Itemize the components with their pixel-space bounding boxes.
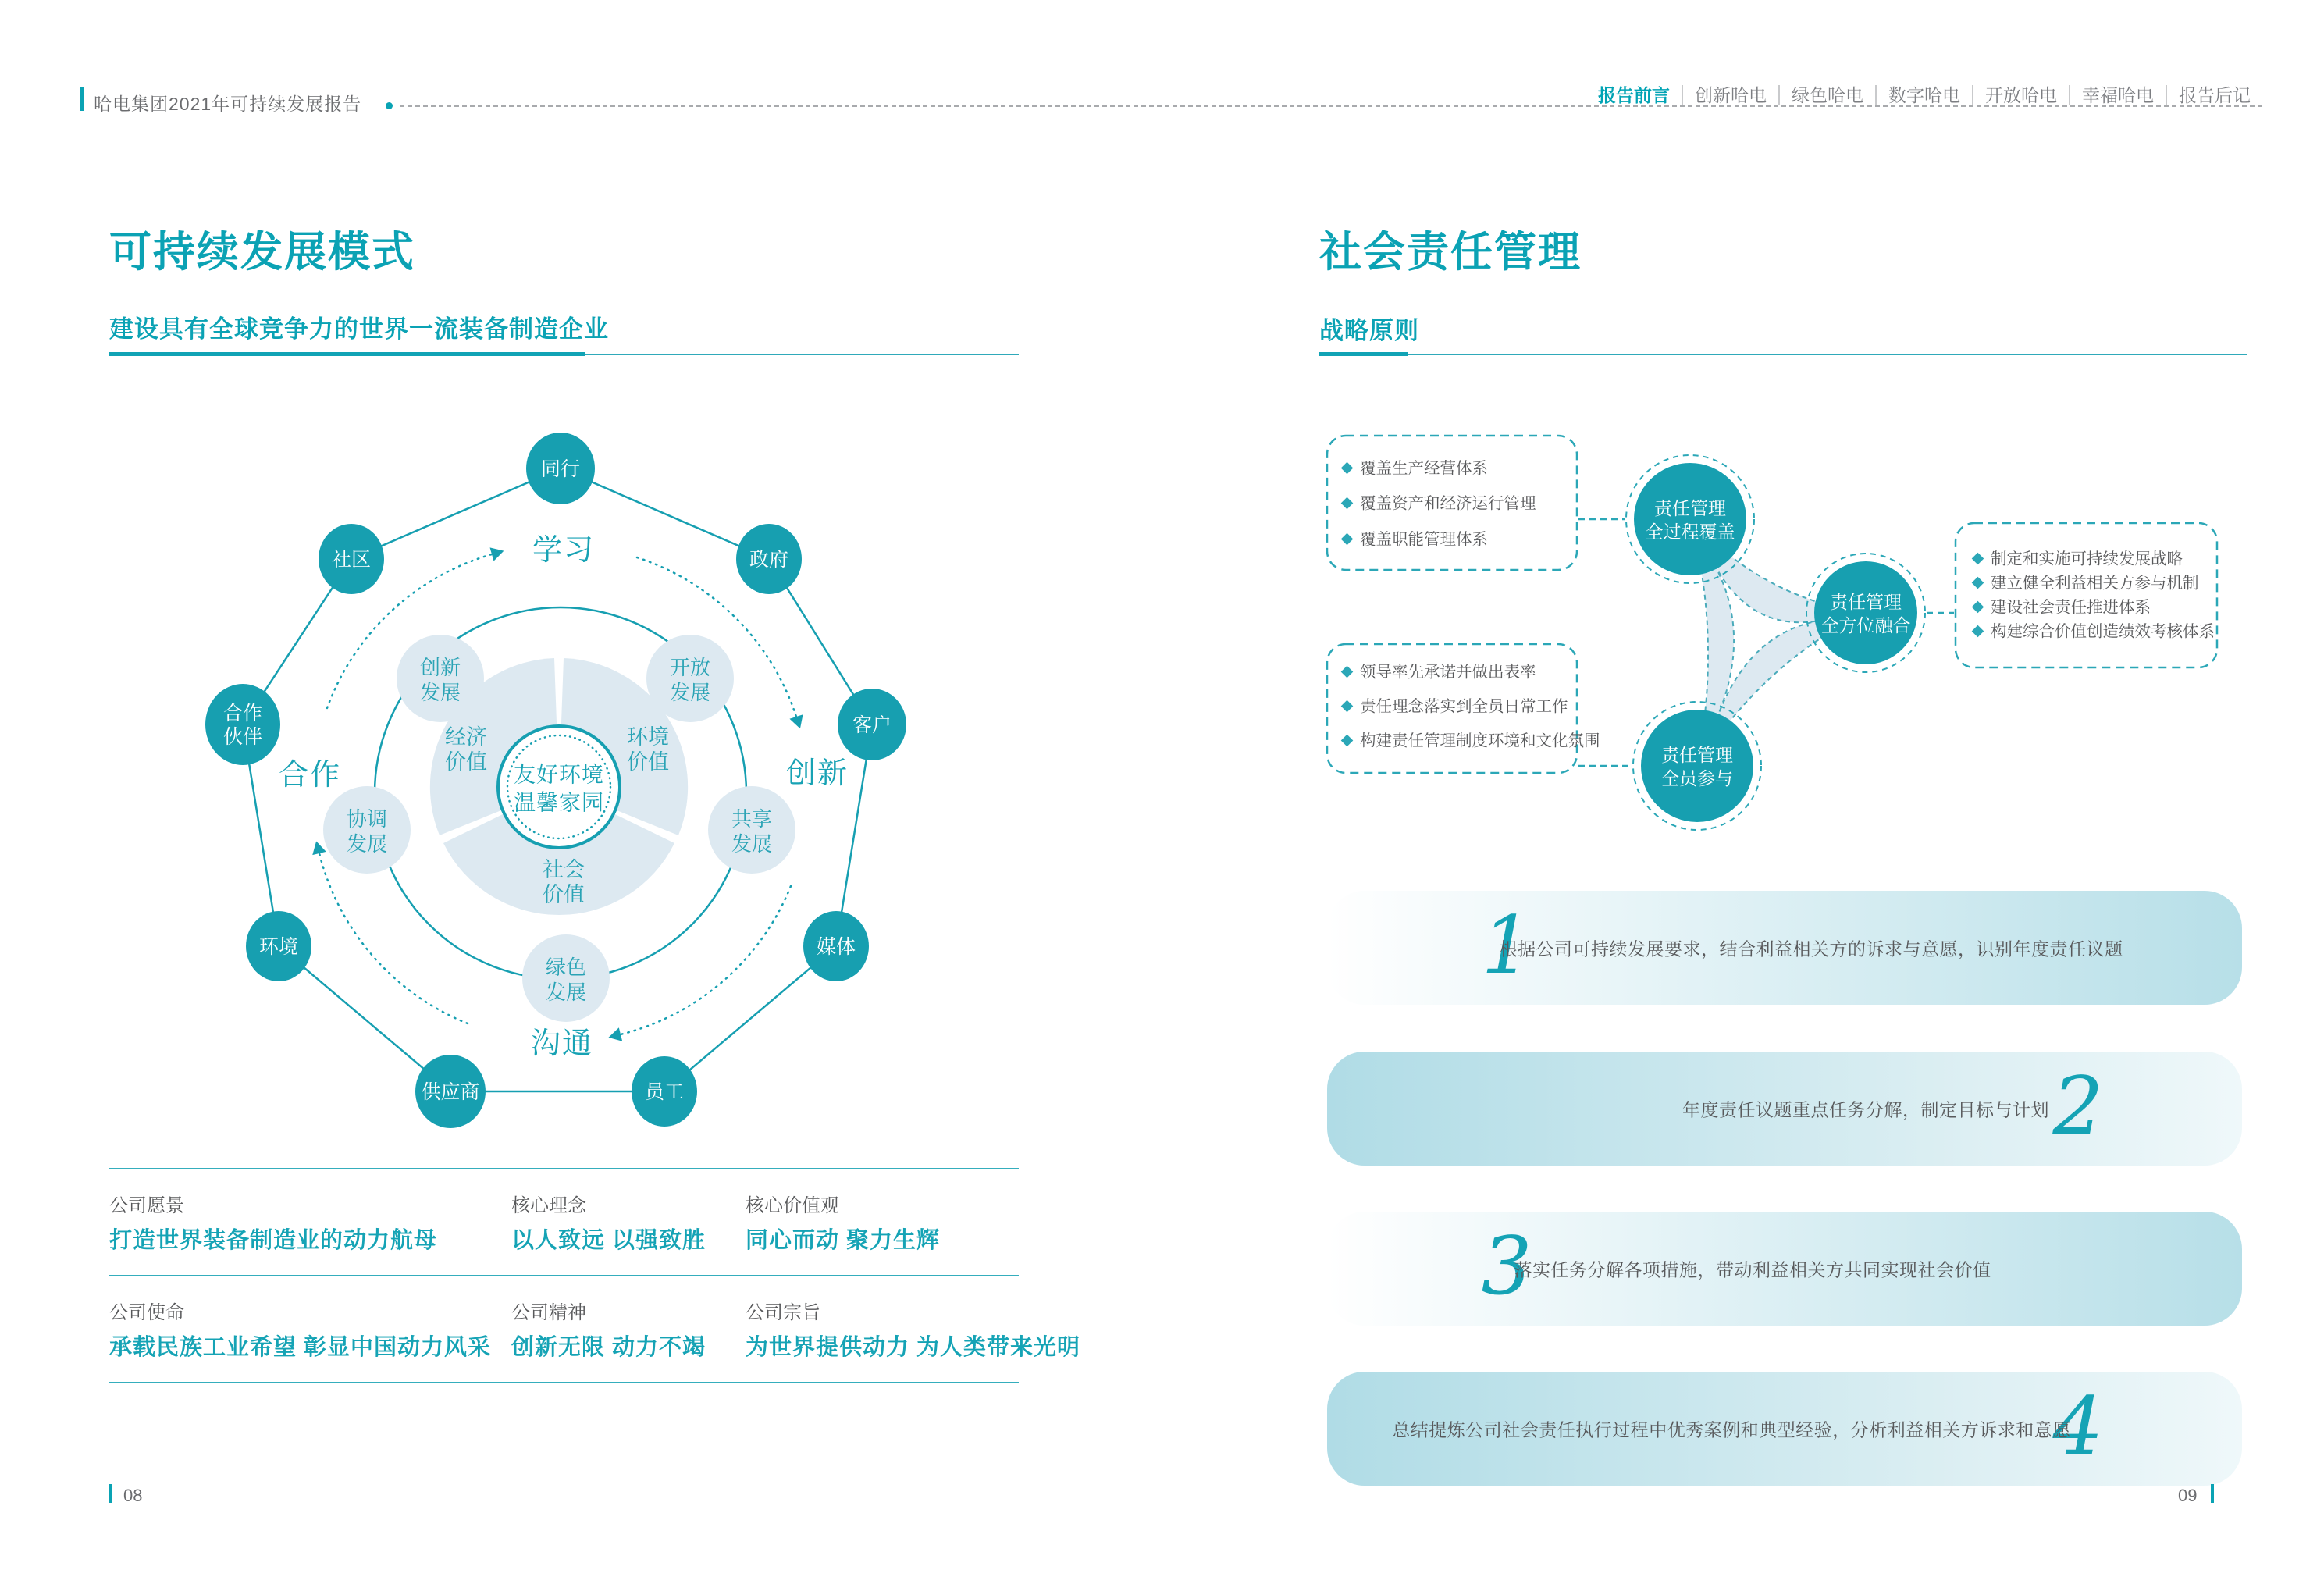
- svg-text:发展: 发展: [346, 832, 388, 856]
- ring-label-communicate: 沟通: [530, 1027, 594, 1060]
- nav-item-green[interactable]: 绿色哈电: [1778, 85, 1875, 105]
- nav-item-happiness[interactable]: 幸福哈电: [2069, 85, 2166, 105]
- purpose-value: 为世界提供动力 为人类带来光明: [746, 1335, 1081, 1360]
- svg-text:媒体: 媒体: [816, 936, 856, 958]
- svg-text:合作: 合作: [222, 703, 263, 724]
- svg-text:构建责任管理制度环境和文化氛围: 构建责任管理制度环境和文化氛围: [1360, 732, 1600, 750]
- svg-text:制定和实施可持续发展战略: 制定和实施可持续发展战略: [1991, 550, 2183, 568]
- left-page-number-bar: [109, 1484, 112, 1503]
- step-3-text: 落实任务分解各项措施，带动利益相关方共同实现社会价值: [1514, 1259, 1991, 1280]
- step-2-number: 2: [2052, 1060, 2104, 1154]
- values-rule-bottom: [109, 1382, 1019, 1383]
- left-rule-thin: [585, 354, 1019, 355]
- svg-text:发展: 发展: [419, 681, 461, 704]
- svg-text:覆盖资产和经济运行管理: 覆盖资产和经济运行管理: [1360, 494, 1536, 513]
- svg-text:伙伴: 伙伴: [222, 726, 263, 748]
- svg-text:覆盖生产经营体系: 覆盖生产经营体系: [1360, 459, 1488, 478]
- core-values-label: 核心价值观: [746, 1195, 839, 1216]
- svg-text:责任管理: 责任管理: [1830, 592, 1902, 612]
- svg-text:全过程覆盖: 全过程覆盖: [1645, 522, 1735, 542]
- right-page-title: 社会责任管理: [1319, 229, 1582, 276]
- values-rule-top: [109, 1168, 1019, 1169]
- node-peers: [526, 433, 595, 504]
- svg-text:共享: 共享: [731, 807, 773, 831]
- step-1-bar: [1327, 891, 2242, 1005]
- svg-text:建立健全利益相关方参与机制: 建立健全利益相关方参与机制: [1991, 574, 2199, 593]
- svg-text:价值: 价值: [627, 750, 669, 774]
- node-environment: [246, 911, 311, 981]
- svg-text:社区: 社区: [331, 549, 372, 571]
- node-community: [319, 524, 384, 594]
- bullet-diamond-icons: [1341, 666, 1354, 747]
- bubble-shared-development: [708, 786, 795, 874]
- step-3-number: 3: [1481, 1220, 1532, 1314]
- svg-text:责任管理: 责任管理: [1654, 498, 1726, 518]
- right-page-subtitle: 战略原则: [1319, 317, 1419, 344]
- svg-text:发展: 发展: [545, 981, 587, 1004]
- step-4-bar: [1327, 1372, 2242, 1486]
- svg-text:发展: 发展: [669, 681, 711, 704]
- bullet-diamond-icons: [1972, 553, 1984, 638]
- vision-center-circle: [498, 726, 620, 848]
- right-rule-thin: [1408, 354, 2247, 355]
- node-employees: [632, 1056, 697, 1127]
- concept-value: 以人致远 以强致胜: [511, 1228, 706, 1253]
- nav-item-report-preface[interactable]: 报告前言: [1598, 85, 1670, 105]
- mission-value: 承载民族工业希望 彰显中国动力风采: [109, 1335, 492, 1360]
- spirit-label: 公司精神: [511, 1302, 586, 1323]
- node-suppliers: [415, 1055, 486, 1128]
- pie-label-economic: 经济: [445, 725, 487, 749]
- svg-text:供应商: 供应商: [421, 1081, 480, 1103]
- node-partners: [205, 684, 280, 765]
- nav-item-digital[interactable]: 数字哈电: [1875, 85, 1972, 105]
- sustainable-development-model-diagram: [70, 422, 937, 1148]
- svg-text:环境: 环境: [258, 936, 299, 958]
- chapter-nav: [1586, 81, 2262, 107]
- step-2-text: 年度责任议题重点任务分解，制定目标与计划: [1682, 1099, 2049, 1120]
- step-3-bar: [1327, 1212, 2242, 1326]
- center-label-line1: 友好环境: [513, 762, 605, 787]
- nav-item-postscript[interactable]: 报告后记: [2166, 85, 2262, 105]
- svg-text:价值: 价值: [445, 750, 487, 774]
- svg-text:客户: 客户: [852, 714, 892, 736]
- svg-text:开放: 开放: [669, 656, 711, 679]
- header-accent-bar: [80, 87, 84, 111]
- svg-text:责任理念落实到全员日常工作: 责任理念落实到全员日常工作: [1360, 697, 1568, 716]
- svg-text:绿色: 绿色: [545, 956, 587, 979]
- bullet-diamond-icons: [1341, 462, 1354, 546]
- responsibility-management-diagram: [1319, 422, 2256, 859]
- ring-label-learn: 学习: [532, 534, 596, 567]
- left-page-title: 可持续发展模式: [109, 229, 415, 276]
- node-government: [736, 524, 802, 594]
- svg-text:政府: 政府: [749, 549, 789, 571]
- svg-text:领导率先承诺并做出表率: 领导率先承诺并做出表率: [1360, 663, 1536, 682]
- header-dot-icon: [386, 102, 393, 109]
- step-2-bar: [1327, 1052, 2242, 1166]
- svg-text:全方位融合: 全方位融合: [1820, 615, 1911, 635]
- node-customers: [838, 689, 906, 760]
- svg-text:覆盖职能管理体系: 覆盖职能管理体系: [1360, 530, 1488, 549]
- integration-box: [1972, 550, 2215, 641]
- concept-label: 核心理念: [511, 1195, 586, 1216]
- core-values-value: 同心而动 聚力生辉: [746, 1228, 941, 1253]
- step-4-number: 4: [2052, 1380, 2104, 1474]
- ring-label-innovate: 创新: [785, 757, 849, 790]
- circle-all-staff-participation: [1633, 702, 1761, 830]
- bubble-green-development: [522, 934, 610, 1022]
- step-4-text: 总结提炼公司社会责任执行过程中优秀案例和典型经验，分析利益相关方诉求和意愿: [1392, 1419, 2071, 1440]
- right-page-number-bar: [2211, 1484, 2214, 1503]
- node-media: [803, 911, 869, 981]
- ring-label-cooperate: 合作: [278, 759, 342, 792]
- vision-value: 打造世界装备制造业的动力航母: [109, 1228, 438, 1253]
- svg-text:全员参与: 全员参与: [1661, 768, 1733, 788]
- svg-text:员工: 员工: [644, 1081, 685, 1103]
- step-1-number: 1: [1481, 899, 1532, 993]
- right-rule-thick: [1319, 352, 1408, 356]
- svg-text:协调: 协调: [346, 807, 388, 831]
- right-page-number: 09: [2178, 1486, 2198, 1505]
- center-label-line2: 温馨家园: [513, 790, 605, 815]
- bubble-innovation-development: [397, 635, 484, 722]
- step-1-text: 根据公司可持续发展要求，结合利益相关方的诉求与意愿，识别年度责任议题: [1499, 938, 2123, 959]
- svg-text:建设社会责任推进体系: 建设社会责任推进体系: [1991, 598, 2151, 617]
- report-title: 哈电集团2021年可持续发展报告: [94, 94, 362, 114]
- svg-text:构建综合价值创造绩效考核体系: 构建综合价值创造绩效考核体系: [1991, 622, 2215, 641]
- nav-item-open[interactable]: 开放哈电: [1972, 85, 2069, 105]
- svg-text:发展: 发展: [731, 832, 773, 856]
- pie-label-environment: 环境: [627, 725, 669, 749]
- nav-item-innovation[interactable]: 创新哈电: [1682, 85, 1778, 105]
- values-rule-middle: [109, 1275, 1019, 1276]
- svg-text:创新: 创新: [419, 656, 461, 679]
- spirit-value: 创新无限 动力不竭: [511, 1335, 706, 1360]
- vision-label: 公司愿景: [109, 1195, 184, 1216]
- bubble-coordinated-development: [323, 786, 411, 874]
- left-page-subtitle: 建设具有全球竞争力的世界一流装备制造企业: [109, 315, 609, 343]
- bubble-open-development: [646, 635, 734, 722]
- left-rule-thick: [109, 352, 585, 356]
- circle-all-round-integration: [1806, 554, 1925, 672]
- left-page-number: 08: [123, 1486, 143, 1505]
- participation-box: [1341, 663, 1600, 750]
- svg-text:同行: 同行: [540, 458, 581, 480]
- coverage-box: [1341, 460, 1536, 549]
- svg-text:责任管理: 责任管理: [1661, 745, 1733, 765]
- svg-text:价值: 价值: [543, 883, 585, 906]
- mission-label: 公司使命: [109, 1302, 184, 1323]
- purpose-label: 公司宗旨: [746, 1302, 820, 1323]
- pie-label-social: 社会: [543, 858, 585, 881]
